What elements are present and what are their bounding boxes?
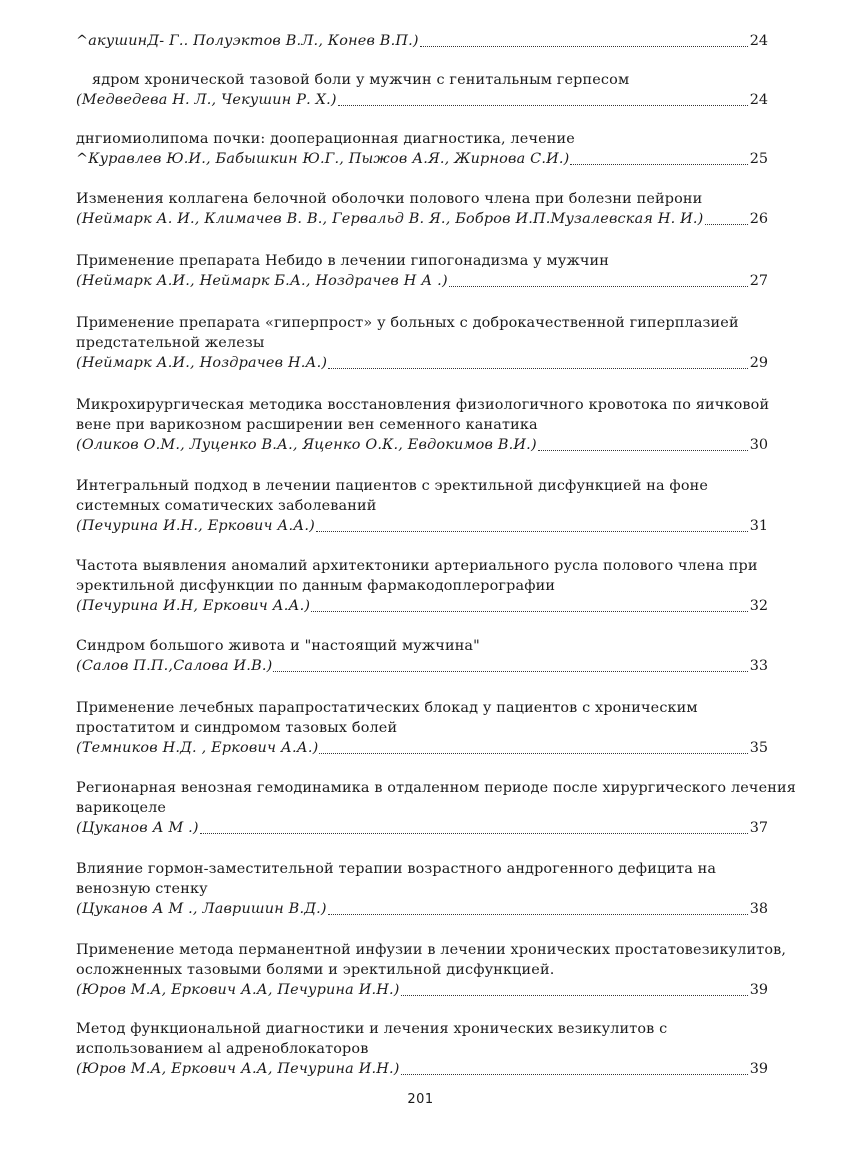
toc-authors-row: [76, 899, 768, 919]
toc-authors-row: [76, 90, 768, 110]
toc-authors: (Юров М.А, Еркович А.А, Печурина И.Н.): [76, 982, 400, 998]
toc-title-line: Применение препарата «гиперпрост» у больных с доброкачественной гиперплазией: [76, 315, 739, 331]
toc-authors-row: [76, 31, 768, 51]
toc-entry-6: [76, 313, 768, 373]
page-number: 201: [407, 1092, 434, 1107]
toc-page-ref: 27: [749, 273, 768, 289]
dot-leader: [420, 45, 748, 47]
dot-leader: [328, 913, 748, 915]
toc-title-line: Частота выявления аномалий архитектоники артериального русла полового члена при: [76, 558, 758, 574]
toc-title-line: простатитом и синдромом тазовых болей: [76, 720, 398, 736]
toc-entry-2: [76, 70, 768, 110]
toc-authors: ^Куравлев Ю.И., Бабышкин Ю.Г., Пыжов А.Я., Жирнова С.И.): [76, 151, 570, 167]
toc-entry-4: [76, 189, 768, 229]
toc-authors-row: [76, 209, 768, 229]
toc-title-line: Применение лечебных парапростатических блокад у пациентов с хроническим: [76, 700, 698, 716]
toc-page-ref: 29: [749, 355, 768, 371]
toc-title-line: предстательной железы: [76, 335, 265, 351]
toc-title-line: Изменения коллагена белочной оболочки полового члена при болезни пейрони: [76, 191, 703, 207]
toc-entry-12: [76, 778, 796, 838]
toc-authors-row: [76, 596, 768, 616]
toc-authors-row: [76, 1059, 768, 1079]
toc-title-line: системных соматических заболеваний: [76, 498, 377, 514]
toc-page-ref: 24: [749, 33, 768, 49]
toc-page-ref: 26: [749, 211, 768, 227]
dot-leader: [338, 104, 748, 106]
toc-title-line: осложненных тазовыми болями и эректильной дисфункцией.: [76, 962, 555, 978]
dot-leader: [311, 610, 747, 612]
toc-authors-row: [76, 516, 768, 536]
toc-authors: (Неймарк А. И., Климачев В. В., Гервальд В. Я., Бобров И.П.Музалевская Н. И.): [76, 211, 704, 227]
toc-title-line: использованием al адреноблокаторов: [76, 1041, 369, 1057]
toc-entry-1: [76, 31, 768, 51]
toc-title-line: Интегральный подход в лечении пациентов с эректильной дисфункцией на фоне: [76, 478, 709, 494]
toc-authors-row: [76, 818, 768, 838]
toc-entry-13: [76, 859, 768, 919]
toc-authors-row: [76, 149, 768, 169]
toc-page-ref: 25: [749, 151, 768, 167]
toc-entry-3: [76, 129, 768, 169]
toc-authors: (Неймарк А.И., Ноздрачев Н.А.): [76, 355, 328, 371]
dot-leader: [200, 832, 748, 834]
toc-title-line: Микрохирургическая методика восстановления физиологичного кровотока по яичковой: [76, 397, 770, 413]
dot-leader: [449, 285, 748, 287]
toc-title-line: вене при варикозном расширении вен семенного канатика: [76, 417, 538, 433]
toc-title-line: Метод функциональной диагностики и лечения хронических везикулитов с: [76, 1021, 668, 1037]
toc-entry-9: [76, 556, 768, 616]
dot-leader: [538, 449, 748, 451]
toc-page-ref: 35: [749, 740, 768, 756]
toc-title-line: венозную стенку: [76, 881, 208, 897]
toc-authors: (Юров М.А, Еркович А.А, Печурина И.Н.): [76, 1061, 400, 1077]
toc-page-ref: 38: [749, 901, 768, 917]
toc-page-ref: 31: [749, 518, 768, 534]
dot-leader: [401, 1073, 748, 1075]
toc-entry-5: [76, 251, 768, 291]
toc-page-ref: 30: [749, 437, 768, 453]
toc-entry-10: [76, 636, 768, 676]
toc-title-line: Регионарная венозная гемодинамика в отдаленном периоде после хирургического лечения: [76, 780, 796, 796]
toc-page-ref: 39: [749, 982, 768, 998]
toc-authors: (Печурина И.Н, Еркович А.А.): [76, 598, 311, 614]
toc-entry-15: [76, 1019, 768, 1079]
toc-authors: (Медведева Н. Л., Чекушин Р. Х.): [76, 92, 337, 108]
toc-entry-8: [76, 476, 768, 536]
toc-authors-row: [76, 353, 768, 373]
toc-title-line: Синдром большого живота и "настоящий мужчина": [76, 638, 480, 654]
toc-title-line: Применение препарата Небидо в лечении гипогонадизма у мужчин: [76, 253, 610, 269]
dot-leader: [273, 670, 747, 672]
toc-page-ref: 24: [749, 92, 768, 108]
toc-authors-row: [76, 435, 768, 455]
toc-page-ref: 33: [749, 658, 768, 674]
toc-entry-11: [76, 698, 768, 758]
toc-authors-row: [76, 980, 768, 1000]
dot-leader: [319, 752, 747, 754]
toc-title-line: Влияние гормон-заместительной терапии возрастного андрогенного дефицита на: [76, 861, 717, 877]
toc-title-line: эректильной дисфункции по данным фармакодоплерографии: [76, 578, 556, 594]
dot-leader: [570, 163, 747, 165]
toc-page-ref: 37: [749, 820, 768, 836]
toc-authors-row: [76, 738, 768, 758]
toc-authors: ^акушинД- Г.. Полуэктов В.Л., Конев В.П.): [76, 33, 419, 49]
toc-authors: (Цуканов А М .): [76, 820, 199, 836]
toc-authors: (Печурина И.Н., Еркович А.А.): [76, 518, 315, 534]
toc-title-line: днгиомиолипома почки: дооперационная диагностика, лечение: [76, 131, 575, 147]
toc-entry-7: [76, 395, 768, 455]
toc-entry-14: [76, 940, 787, 1000]
toc-title-line: Применение метода перманентной инфузии в лечении хронических простатовезикулитов,: [76, 942, 787, 958]
dot-leader: [316, 530, 748, 532]
toc-title-line: ядром хронической тазовой боли у мужчин с генитальным герпесом: [92, 72, 630, 88]
toc-authors: (Оликов О.М., Луценко В.А., Яценко О.К., Евдокимов В.И.): [76, 437, 537, 453]
toc-page-ref: 32: [749, 598, 768, 614]
toc-page-ref: 39: [749, 1061, 768, 1077]
toc-authors: (Темников Н.Д. , Еркович А.А.): [76, 740, 319, 756]
toc-title-line: варикоцеле: [76, 800, 167, 816]
toc-authors: (Неймарк А.И., Неймарк Б.А., Ноздрачев Н А .): [76, 273, 448, 289]
dot-leader: [401, 994, 748, 996]
toc-authors-row: [76, 656, 768, 676]
dot-leader: [328, 367, 747, 369]
toc-authors: (Салов П.П.,Салова И.В.): [76, 658, 273, 674]
toc-authors: (Цуканов А М ., Лавришин В.Д.): [76, 901, 327, 917]
dot-leader: [705, 223, 748, 225]
toc-authors-row: [76, 271, 768, 291]
